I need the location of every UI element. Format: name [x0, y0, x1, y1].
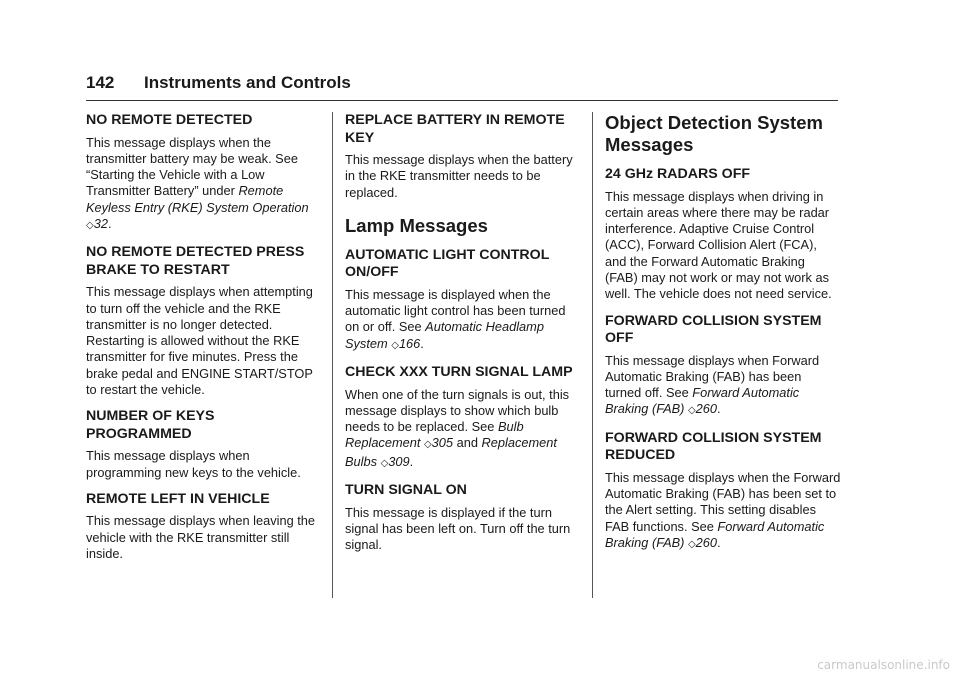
page-reference-number[interactable]: 260 — [695, 534, 718, 550]
section-title-object-detection: Object Detection System Messages — [605, 112, 823, 155]
cross-reference-link[interactable]: Forward Automatic Braking (FAB) — [605, 385, 800, 417]
paragraph-replace-battery: This message displays when the battery in the RKE transmitter needs to be replaced. — [345, 152, 573, 200]
body-text: When one of the turn signals is out, this message displays to show which bulb needs to be replaced. See — [345, 386, 570, 435]
cross-reference-link[interactable]: Automatic Headlamp System — [345, 319, 544, 351]
paragraph-number-of-keys: This message displays when programming new keys to the vehicle. — [86, 448, 301, 480]
page-reference-number[interactable]: 260 — [695, 401, 718, 417]
paragraph-no-remote-detected: This message displays when the transmitter battery may be weak. See “Starting the Vehicle with a Low Transmitter Battery” under Remote Keyless Entry (RKE) System Operation ◇32. — [86, 134, 309, 231]
paragraph-automatic-light-control: This message is displayed when the automatic light control has been turned on or off. See Automatic Headlamp System ◇166. — [345, 286, 566, 351]
page-reference-number[interactable]: 305 — [431, 435, 454, 451]
page-header — [86, 70, 838, 101]
page-number: 142 — [86, 73, 115, 92]
page-reference-icon: ◇ — [380, 457, 389, 469]
column-1 — [86, 112, 322, 572]
page-reference-icon: ◇ — [391, 339, 399, 351]
paragraph-forward-collision-reduced: This message displays when the Forward Automatic Braking (FAB) has been set to the Alert setting. This setting disables FAB functions. See Forward Automatic Braking (FAB) ◇260. — [605, 469, 841, 550]
watermark: carmanualsonline.info — [817, 658, 950, 672]
body-text: This message displays when Forward Automatic Braking (FAB) has been turned off. See — [605, 352, 820, 401]
cross-reference-link[interactable]: Remote Keyless Entry (RKE) System Operation — [86, 183, 309, 215]
chapter-title: Instruments and Controls — [144, 73, 351, 92]
column-divider-1 — [332, 112, 333, 598]
heading-automatic-light-control: AUTOMATIC LIGHT CONTROL ON/OFF — [345, 246, 550, 281]
heading-radars-off: 24 GHz RADARS OFF — [605, 166, 751, 182]
page-reference-icon: ◇ — [687, 405, 696, 417]
heading-number-of-keys: NUMBER OF KEYS PROGRAMMED — [86, 408, 215, 442]
body-text: This message displays when the transmitter battery may be weak. See “Starting the Vehicle with a Low Transmitter Battery” under — [86, 134, 298, 199]
paragraph-radars-off: This message displays when driving in certain areas where there may be radar interference. Adaptive Cruise Control (ACC), Forward Collision Alert (FCA), and the Forward Automatic Braking (FAB) may not work or may not work as well. The vehicle does not need service. — [605, 188, 832, 302]
section-title-lamp-messages: Lamp Messages — [345, 214, 488, 236]
heading-press-brake-to-restart: NO REMOTE DETECTED PRESS BRAKE TO RESTART — [86, 244, 305, 278]
heading-forward-collision-reduced: FORWARD COLLISION SYSTEM REDUCED — [605, 429, 822, 464]
page-reference-number[interactable]: 32 — [93, 215, 108, 231]
body-text: This message is displayed when the automatic light control has been turned on or off. See — [345, 286, 566, 335]
paragraph-remote-left: This message displays when leaving the vehicle with the RKE transmitter still inside. — [86, 513, 316, 562]
page-reference-icon: ◇ — [86, 219, 94, 231]
page-reference-number[interactable]: 309 — [388, 453, 410, 469]
heading-no-remote-detected: NO REMOTE DETECTED — [86, 112, 253, 128]
column-3 — [605, 112, 841, 563]
paragraph-check-turn-signal: When one of the turn signals is out, this message displays to show which bulb needs to be replaced. See Bulb Replacement ◇305 and Replacement Bulbs ◇309. — [345, 386, 570, 469]
heading-replace-battery: REPLACE BATTERY IN REMOTE KEY — [345, 112, 565, 146]
paragraph-press-brake-to-restart: This message displays when attempting to turn off the vehicle and the RKE transmitter is no longer detected. Restarting is allowed without the RKE transmitter for five minutes. Press the brake pedal and ENGINE START/STOP to restart the vehicle. — [86, 284, 313, 398]
page-reference-number[interactable]: 166 — [398, 335, 421, 351]
page-reference-icon: ◇ — [423, 439, 432, 451]
cross-reference-link[interactable]: Replacement Bulbs — [345, 435, 557, 469]
heading-turn-signal-on: TURN SIGNAL ON — [345, 482, 467, 499]
heading-forward-collision-off: FORWARD COLLISION SYSTEM OFF — [605, 312, 822, 347]
body-text: and — [456, 435, 478, 451]
column-divider-2 — [592, 112, 593, 598]
column-2 — [345, 112, 583, 563]
heading-check-turn-signal: CHECK XXX TURN SIGNAL LAMP — [345, 364, 573, 381]
body-text: This message displays when the Forward Automatic Braking (FAB) has been set to the Alert setting. This setting disables FAB functions. See — [605, 469, 841, 534]
cross-reference-link[interactable]: Forward Automatic Braking (FAB) — [605, 518, 825, 550]
page-reference-icon: ◇ — [687, 538, 696, 550]
paragraph-turn-signal-on: This message is displayed if the turn signal has been left on. Turn off the turn signal. — [345, 504, 571, 553]
cross-reference-link[interactable]: Bulb Replacement — [345, 419, 524, 451]
heading-remote-left: REMOTE LEFT IN VEHICLE — [86, 490, 270, 507]
paragraph-forward-collision-off: This message displays when Forward Automatic Braking (FAB) has been turned off. See Forward Automatic Braking (FAB) ◇260. — [605, 352, 820, 417]
